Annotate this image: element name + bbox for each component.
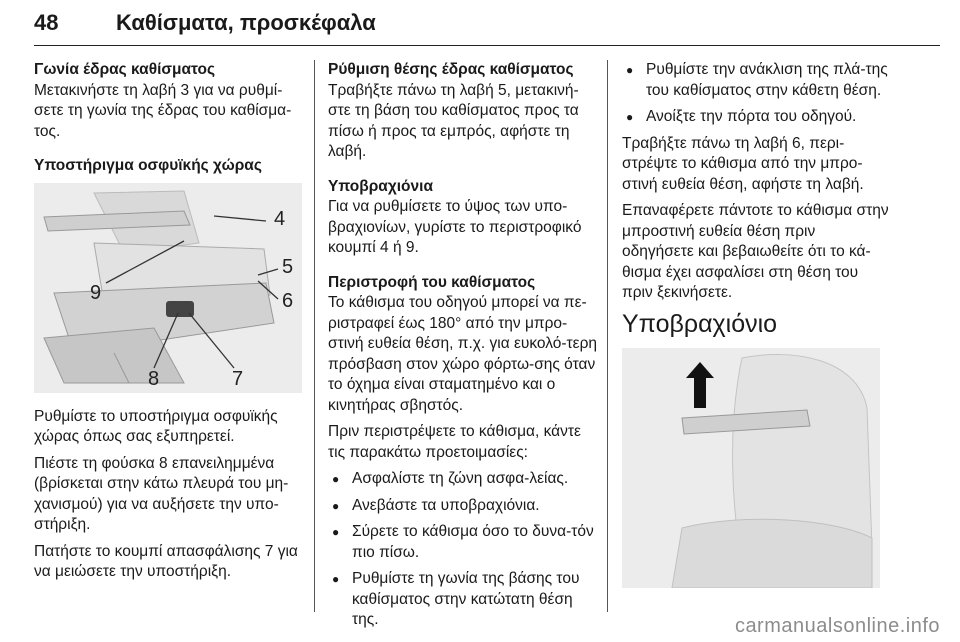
callout-8: 8 xyxy=(148,367,160,390)
list-item: ● Ασφαλίστε τη ζώνη ασφα-λείας. xyxy=(328,469,600,490)
rotation-instruction: Τραβήξτε πάνω τη λαβή 6, περι-στρέψτε το κάθισμα από την μπρο-στινή ευθεία θέση, αφήστε τη λαβή. xyxy=(622,134,864,193)
callout-4: 4 xyxy=(274,207,286,230)
height-text: Τραβήξτε πάνω τη λαβή 5, μετακινή-στε τη βάση του καθίσματος προς τα πίσω ή προς τα εμπρός, αφήστε τη λαβή. xyxy=(328,81,579,160)
armrest-figure xyxy=(622,348,880,588)
watermark: carmanualsonline.info xyxy=(734,615,940,637)
armrest-illustration xyxy=(622,348,880,588)
page-number: 48 xyxy=(34,10,59,35)
list-item: ● Ρυθμίστε την ανάκλιση της πλά-της του καθίσματος στην κάθετη θέση. xyxy=(622,60,890,101)
callout-6: 6 xyxy=(282,289,294,312)
list-item: ● Ανεβάστε τα υποβραχιόνια. xyxy=(328,496,600,517)
column-3 xyxy=(622,60,890,588)
column-divider xyxy=(607,60,608,612)
preparation-list xyxy=(328,469,600,631)
preparation-list-continued xyxy=(622,60,890,128)
seat-angle-text: Μετακινήστε τη λαβή 3 για να ρυθμί-σετε τη γωνία της έδρας του καθίσμα-τος. xyxy=(34,81,292,140)
lumbar-heading: Υποστήριγμα οσφυϊκής χώρας xyxy=(34,157,262,174)
list-item: ● Ανοίξτε την πόρτα του οδηγού. xyxy=(622,107,890,128)
page-title: Καθίσματα, προσκέφαλα xyxy=(116,10,376,35)
column-2 xyxy=(328,60,600,637)
list-item: ● Ρυθμίστε τη γωνία της βάσης του καθίσματος στην κατώτατη θέση της. xyxy=(328,569,600,631)
callout-5: 5 xyxy=(282,255,294,278)
height-heading: Ρύθμιση θέσης έδρας καθίσματος xyxy=(328,61,574,78)
lumbar-text-2: Πιέστε τη φούσκα 8 επανειλημμένα (βρίσκεται στην κάτω πλευρά του μη-χανισμού) για να αυξήσετε την υπο-στήριξη. xyxy=(34,454,289,533)
armrest-text: Για να ρυθμίσετε το ύψος των υπο-βραχιονίων, γυρίστε το περιστροφικό κουμπί 4 ή 9. xyxy=(328,198,582,256)
armrest-heading: Υποβραχιόνια xyxy=(328,177,433,195)
column-1 xyxy=(34,60,302,589)
callout-9: 9 xyxy=(90,281,102,304)
lumbar-text-1: Ρυθμίστε το υποστήριγμα οσφυϊκής χώρας όπως σας εξυπηρετεί. xyxy=(34,407,278,445)
callout-7: 7 xyxy=(232,367,244,390)
lumbar-text-3: Πατήστε το κουμπί απασφάλισης 7 για να μειώσετε την υποστήριξη. xyxy=(34,542,298,580)
seat-angle-heading: Γωνία έδρας καθίσματος xyxy=(34,61,216,78)
rotation-text-2: Πριν περιστρέψετε το κάθισμα, κάντε τις παρακάτω προετοιμασίες: xyxy=(328,423,581,461)
column-divider xyxy=(314,60,315,612)
seat-mechanism-illustration xyxy=(34,183,302,393)
list-item: ● Σύρετε το κάθισμα όσο το δυνα-τόν πιο πίσω. xyxy=(328,522,600,563)
rotation-warning: Επαναφέρετε πάντοτε το κάθισμα στην μπροστινή ευθεία θέση πριν οδηγήσετε και βεβαιωθείτε ότι το κά-θισμα έχει ασφαλίσει στη θέση του πριν ξεκινήσετε. xyxy=(622,202,889,301)
armrest-section-heading: Υποβραχιόνιο xyxy=(622,309,778,338)
rotation-heading: Περιστροφή του καθίσματος xyxy=(328,273,536,291)
page-header xyxy=(34,6,940,46)
rotation-text-1: Το κάθισμα του οδηγού μπορεί να πε-ριστραφεί έως 180° από την μπρο-στινή ευθεία θέση, π.χ. για ευκολό-τερη πρόσβαση στον χώρο φόρτω-σης όταν το όχημα είναι σταματημένο και ο κινητήρας σβηστός. xyxy=(328,294,598,414)
lumbar-seat-figure xyxy=(34,183,302,393)
